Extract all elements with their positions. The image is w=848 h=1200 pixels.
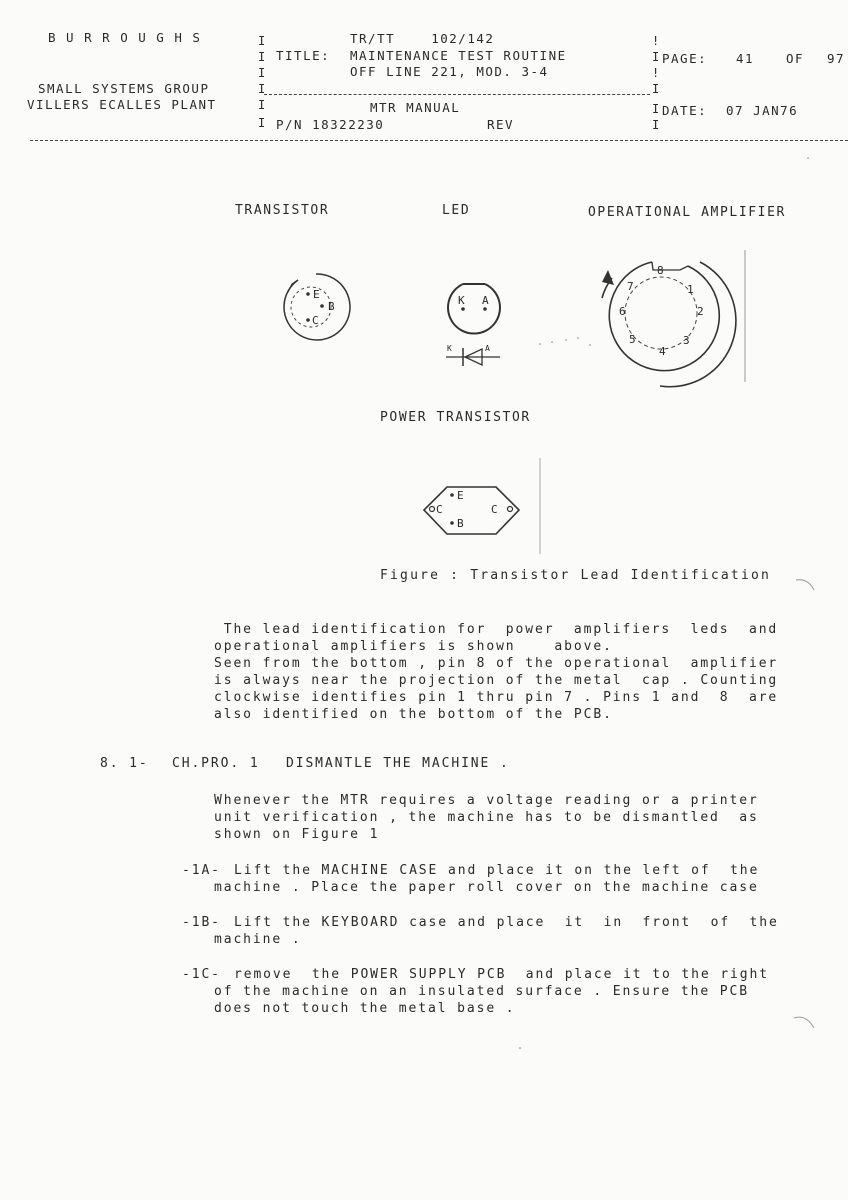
power-pin-e: E (457, 489, 464, 502)
intro-line: shown on Figure 1 (214, 827, 380, 842)
opamp-pin-4: 4 (659, 345, 666, 358)
date-value: 07 JAN76 (726, 103, 799, 118)
divider: ! (652, 66, 660, 80)
page-of: OF (786, 51, 805, 66)
title-line-1: MAINTENANCE TEST ROUTINE (350, 48, 567, 63)
company-name: B U R R O U G H S (48, 30, 202, 45)
intro-line: unit verification , the machine has to be dismantled as (214, 810, 759, 825)
paragraph-line: is always near the projection of the metal cap . Counting (214, 673, 779, 688)
divider: ! (652, 34, 660, 48)
opamp-symbol (602, 250, 745, 387)
section-title: DISMANTLE THE MACHINE . (286, 756, 510, 771)
divider: I (258, 34, 266, 48)
figure-caption: Figure : Transistor Lead Identification (380, 568, 772, 583)
opamp-pin-6: 6 (619, 305, 626, 318)
page-number: 41 (736, 51, 755, 66)
step-line: Lift the KEYBOARD case and place it in front of the (234, 915, 779, 930)
divider: I (258, 82, 266, 96)
led-pin-k: K (458, 294, 465, 307)
group-line-2: VILLERS ECALLES PLANT (27, 97, 217, 112)
divider: I (652, 118, 660, 132)
doc-code: TR/TT 102/142 (350, 31, 495, 46)
divider: I (652, 82, 660, 96)
paragraph-line: clockwise identifies pin 1 thru pin 7 . Pins 1 and 8 are (214, 690, 779, 705)
revision-label: REV (487, 117, 515, 132)
step-line: does not touch the metal base . (214, 1001, 516, 1016)
step-line: machine . (214, 932, 302, 947)
transistor-symbol (284, 274, 350, 340)
led-schematic-k: K (447, 344, 452, 353)
transistor-pin-e: E (313, 288, 320, 301)
power-pin-c-left: C (436, 503, 443, 516)
step-id: -1B- (182, 915, 221, 930)
part-number: P/N 18322230 (276, 117, 385, 132)
divider: I (258, 50, 266, 64)
opamp-pin-1: 1 (687, 283, 694, 296)
led-label: LED (442, 203, 471, 218)
opamp-label: OPERATIONAL AMPLIFIER (588, 205, 786, 220)
step-line: Lift the MACHINE CASE and place it on the left of the (234, 863, 760, 878)
title-label: TITLE: (276, 48, 331, 63)
paragraph-line: also identified on the bottom of the PCB. (214, 707, 613, 722)
group-line-1: SMALL SYSTEMS GROUP (38, 81, 210, 96)
led-schematic-a: A (485, 344, 490, 353)
opamp-pin-3: 3 (683, 334, 690, 347)
led-symbol (446, 284, 500, 366)
paragraph-line: operational amplifiers is shown above. (214, 639, 613, 654)
opamp-pin-7: 7 (627, 280, 634, 293)
paragraph-line: The lead identification for power amplifiers leds and (214, 622, 779, 637)
power-transistor-symbol (424, 458, 540, 554)
power-pin-b: B (457, 517, 464, 530)
divider: I (258, 116, 266, 130)
intro-line: Whenever the MTR requires a voltage reading or a printer (214, 793, 759, 808)
page-total: 97 (827, 51, 846, 66)
divider: I (652, 102, 660, 116)
opamp-pin-8: 8 (657, 264, 664, 277)
opamp-pin-5: 5 (629, 333, 636, 346)
manual-name: MTR MANUAL (370, 100, 461, 115)
transistor-pin-b: B (328, 300, 335, 313)
transistor-label: TRANSISTOR (235, 203, 330, 218)
paragraph-line: Seen from the bottom , pin 8 of the operational amplifier (214, 656, 779, 671)
led-pin-a: A (482, 294, 489, 307)
section-number: 8. 1- (100, 756, 149, 771)
step-line: of the machine on an insulated surface . Ensure the PCB (214, 984, 749, 999)
opamp-pin-2: 2 (697, 305, 704, 318)
title-line-2: OFF LINE 221, MOD. 3-4 (350, 64, 549, 79)
step-id: -1A- (182, 863, 221, 878)
date-label: DATE: (662, 103, 708, 118)
step-id: -1C- (182, 967, 221, 982)
divider: I (652, 50, 660, 64)
section-code: CH.PRO. 1 (172, 756, 260, 771)
transistor-pin-c: C (312, 314, 319, 327)
power-pin-c-right: C (491, 503, 498, 516)
step-line: remove the POWER SUPPLY PCB and place it to the right (234, 967, 769, 982)
page-label: PAGE: (662, 51, 708, 66)
divider: I (258, 66, 266, 80)
divider: I (258, 98, 266, 112)
power-transistor-label: POWER TRANSISTOR (380, 410, 531, 425)
step-line: machine . Place the paper roll cover on the machine case (214, 880, 759, 895)
